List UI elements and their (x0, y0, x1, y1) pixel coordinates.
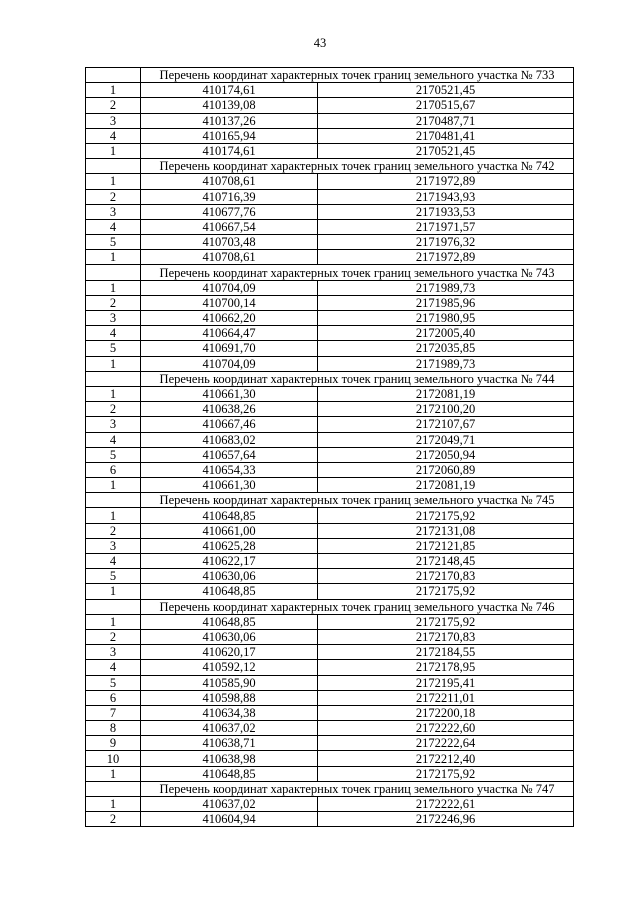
point-number-cell: 5 (86, 341, 141, 356)
table-row (86, 614, 574, 629)
table-row (86, 128, 574, 143)
section-header-blank-cell (86, 493, 141, 508)
section-header-row (86, 371, 574, 386)
table-row (86, 311, 574, 326)
point-number-cell: 10 (86, 751, 141, 766)
point-number-cell: 5 (86, 235, 141, 250)
x-coordinate-cell: 410174,61 (141, 83, 318, 98)
x-coordinate-cell: 410667,54 (141, 219, 318, 234)
section-title: Перечень координат характерных точек границ земельного участка № 747 (141, 781, 574, 796)
y-coordinate-cell: 2172212,40 (318, 751, 574, 766)
y-coordinate-cell: 2172131,08 (318, 523, 574, 538)
point-number-cell: 1 (86, 478, 141, 493)
page-number: 43 (313, 36, 327, 50)
point-number-cell: 1 (86, 584, 141, 599)
x-coordinate-cell: 410662,20 (141, 311, 318, 326)
point-number-cell: 1 (86, 83, 141, 98)
y-coordinate-cell: 2172184,55 (318, 645, 574, 660)
y-coordinate-cell: 2172170,83 (318, 569, 574, 584)
table-row (86, 766, 574, 781)
y-coordinate-cell: 2172081,19 (318, 386, 574, 401)
table-row (86, 554, 574, 569)
x-coordinate-cell: 410708,61 (141, 174, 318, 189)
x-coordinate-cell: 410165,94 (141, 128, 318, 143)
table-row (86, 174, 574, 189)
x-coordinate-cell: 410598,88 (141, 690, 318, 705)
y-coordinate-cell: 2170521,45 (318, 143, 574, 158)
y-coordinate-cell: 2171989,73 (318, 280, 574, 295)
y-coordinate-cell: 2171980,95 (318, 311, 574, 326)
y-coordinate-cell: 2171972,89 (318, 174, 574, 189)
table-row (86, 797, 574, 812)
y-coordinate-cell: 2170515,67 (318, 98, 574, 113)
table-row (86, 432, 574, 447)
table-row (86, 462, 574, 477)
y-coordinate-cell: 2172211,01 (318, 690, 574, 705)
x-coordinate-cell: 410667,46 (141, 417, 318, 432)
table-row (86, 98, 574, 113)
section-header-blank-cell (86, 371, 141, 386)
point-number-cell: 2 (86, 295, 141, 310)
x-coordinate-cell: 410700,14 (141, 295, 318, 310)
x-coordinate-cell: 410620,17 (141, 645, 318, 660)
table-row (86, 143, 574, 158)
section-header-row (86, 599, 574, 614)
x-coordinate-cell: 410661,30 (141, 478, 318, 493)
point-number-cell: 1 (86, 143, 141, 158)
point-number-cell: 1 (86, 280, 141, 295)
point-number-cell: 1 (86, 508, 141, 523)
y-coordinate-cell: 2172170,83 (318, 629, 574, 644)
x-coordinate-cell: 410703,48 (141, 235, 318, 250)
table-row (86, 508, 574, 523)
y-coordinate-cell: 2172246,96 (318, 812, 574, 827)
x-coordinate-cell: 410638,98 (141, 751, 318, 766)
table-row (86, 326, 574, 341)
table-row (86, 705, 574, 720)
y-coordinate-cell: 2170487,71 (318, 113, 574, 128)
x-coordinate-cell: 410622,17 (141, 554, 318, 569)
table-row (86, 447, 574, 462)
y-coordinate-cell: 2172148,45 (318, 554, 574, 569)
table-row (86, 250, 574, 265)
point-number-cell: 2 (86, 402, 141, 417)
point-number-cell: 4 (86, 326, 141, 341)
y-coordinate-cell: 2172175,92 (318, 584, 574, 599)
table-row (86, 280, 574, 295)
coordinates-table-body (86, 68, 574, 827)
x-coordinate-cell: 410683,02 (141, 432, 318, 447)
x-coordinate-cell: 410637,02 (141, 797, 318, 812)
y-coordinate-cell: 2171989,73 (318, 356, 574, 371)
y-coordinate-cell: 2172222,61 (318, 797, 574, 812)
point-number-cell: 1 (86, 766, 141, 781)
y-coordinate-cell: 2170521,45 (318, 83, 574, 98)
y-coordinate-cell: 2171933,53 (318, 204, 574, 219)
section-title: Перечень координат характерных точек границ земельного участка № 745 (141, 493, 574, 508)
point-number-cell: 1 (86, 356, 141, 371)
y-coordinate-cell: 2172175,92 (318, 508, 574, 523)
table-row (86, 812, 574, 827)
x-coordinate-cell: 410604,94 (141, 812, 318, 827)
y-coordinate-cell: 2170481,41 (318, 128, 574, 143)
table-row (86, 113, 574, 128)
x-coordinate-cell: 410174,61 (141, 143, 318, 158)
x-coordinate-cell: 410677,76 (141, 204, 318, 219)
y-coordinate-cell: 2172222,60 (318, 721, 574, 736)
y-coordinate-cell: 2172175,92 (318, 614, 574, 629)
point-number-cell: 7 (86, 705, 141, 720)
table-row (86, 402, 574, 417)
x-coordinate-cell: 410704,09 (141, 356, 318, 371)
point-number-cell: 2 (86, 812, 141, 827)
section-title: Перечень координат характерных точек границ земельного участка № 743 (141, 265, 574, 280)
x-coordinate-cell: 410630,06 (141, 629, 318, 644)
y-coordinate-cell: 2172100,20 (318, 402, 574, 417)
section-title: Перечень координат характерных точек границ земельного участка № 746 (141, 599, 574, 614)
x-coordinate-cell: 410691,70 (141, 341, 318, 356)
point-number-cell: 2 (86, 523, 141, 538)
y-coordinate-cell: 2172200,18 (318, 705, 574, 720)
x-coordinate-cell: 410648,85 (141, 584, 318, 599)
table-row (86, 538, 574, 553)
point-number-cell: 1 (86, 250, 141, 265)
x-coordinate-cell: 410630,06 (141, 569, 318, 584)
table-row (86, 341, 574, 356)
y-coordinate-cell: 2172081,19 (318, 478, 574, 493)
table-row (86, 569, 574, 584)
table-row (86, 751, 574, 766)
y-coordinate-cell: 2172178,95 (318, 660, 574, 675)
point-number-cell: 6 (86, 462, 141, 477)
table-row (86, 690, 574, 705)
table-row (86, 645, 574, 660)
table-row (86, 204, 574, 219)
x-coordinate-cell: 410654,33 (141, 462, 318, 477)
table-row (86, 235, 574, 250)
point-number-cell: 5 (86, 569, 141, 584)
x-coordinate-cell: 410661,00 (141, 523, 318, 538)
point-number-cell: 2 (86, 98, 141, 113)
table-row (86, 386, 574, 401)
y-coordinate-cell: 2171976,32 (318, 235, 574, 250)
y-coordinate-cell: 2172060,89 (318, 462, 574, 477)
point-number-cell: 8 (86, 721, 141, 736)
point-number-cell: 1 (86, 174, 141, 189)
point-number-cell: 5 (86, 447, 141, 462)
x-coordinate-cell: 410625,28 (141, 538, 318, 553)
x-coordinate-cell: 410708,61 (141, 250, 318, 265)
table-row (86, 189, 574, 204)
x-coordinate-cell: 410592,12 (141, 660, 318, 675)
section-header-blank-cell (86, 265, 141, 280)
point-number-cell: 3 (86, 311, 141, 326)
point-number-cell: 4 (86, 554, 141, 569)
table-row (86, 660, 574, 675)
point-number-cell: 1 (86, 614, 141, 629)
point-number-cell: 9 (86, 736, 141, 751)
point-number-cell: 4 (86, 219, 141, 234)
point-number-cell: 4 (86, 128, 141, 143)
x-coordinate-cell: 410716,39 (141, 189, 318, 204)
section-header-row (86, 781, 574, 796)
table-row (86, 523, 574, 538)
table-row (86, 83, 574, 98)
point-number-cell: 1 (86, 797, 141, 812)
section-title: Перечень координат характерных точек границ земельного участка № 744 (141, 371, 574, 386)
x-coordinate-cell: 410638,26 (141, 402, 318, 417)
x-coordinate-cell: 410657,64 (141, 447, 318, 462)
section-header-blank-cell (86, 159, 141, 174)
table-row (86, 219, 574, 234)
point-number-cell: 5 (86, 675, 141, 690)
section-header-blank-cell (86, 68, 141, 83)
table-row (86, 629, 574, 644)
y-coordinate-cell: 2172222,64 (318, 736, 574, 751)
y-coordinate-cell: 2172107,67 (318, 417, 574, 432)
table-row (86, 675, 574, 690)
table-row (86, 356, 574, 371)
x-coordinate-cell: 410648,85 (141, 508, 318, 523)
point-number-cell: 3 (86, 113, 141, 128)
point-number-cell: 6 (86, 690, 141, 705)
point-number-cell: 3 (86, 417, 141, 432)
coordinates-table (85, 67, 574, 827)
x-coordinate-cell: 410638,71 (141, 736, 318, 751)
y-coordinate-cell: 2171971,57 (318, 219, 574, 234)
x-coordinate-cell: 410661,30 (141, 386, 318, 401)
x-coordinate-cell: 410664,47 (141, 326, 318, 341)
x-coordinate-cell: 410585,90 (141, 675, 318, 690)
point-number-cell: 3 (86, 204, 141, 219)
section-title: Перечень координат характерных точек границ земельного участка № 733 (141, 68, 574, 83)
table-row (86, 736, 574, 751)
section-title: Перечень координат характерных точек границ земельного участка № 742 (141, 159, 574, 174)
x-coordinate-cell: 410648,85 (141, 766, 318, 781)
x-coordinate-cell: 410648,85 (141, 614, 318, 629)
table-row (86, 584, 574, 599)
section-header-blank-cell (86, 781, 141, 796)
point-number-cell: 2 (86, 629, 141, 644)
section-header-row (86, 159, 574, 174)
x-coordinate-cell: 410634,38 (141, 705, 318, 720)
table-row (86, 478, 574, 493)
section-header-row (86, 265, 574, 280)
section-header-row (86, 68, 574, 83)
y-coordinate-cell: 2172050,94 (318, 447, 574, 462)
point-number-cell: 2 (86, 189, 141, 204)
section-header-row (86, 493, 574, 508)
point-number-cell: 3 (86, 538, 141, 553)
point-number-cell: 1 (86, 386, 141, 401)
point-number-cell: 4 (86, 432, 141, 447)
x-coordinate-cell: 410139,08 (141, 98, 318, 113)
table-row (86, 295, 574, 310)
y-coordinate-cell: 2171972,89 (318, 250, 574, 265)
x-coordinate-cell: 410704,09 (141, 280, 318, 295)
y-coordinate-cell: 2172049,71 (318, 432, 574, 447)
y-coordinate-cell: 2172005,40 (318, 326, 574, 341)
y-coordinate-cell: 2172175,92 (318, 766, 574, 781)
y-coordinate-cell: 2172035,85 (318, 341, 574, 356)
point-number-cell: 3 (86, 645, 141, 660)
point-number-cell: 4 (86, 660, 141, 675)
section-header-blank-cell (86, 599, 141, 614)
table-row (86, 417, 574, 432)
x-coordinate-cell: 410637,02 (141, 721, 318, 736)
y-coordinate-cell: 2171943,93 (318, 189, 574, 204)
y-coordinate-cell: 2172121,85 (318, 538, 574, 553)
x-coordinate-cell: 410137,26 (141, 113, 318, 128)
y-coordinate-cell: 2172195,41 (318, 675, 574, 690)
y-coordinate-cell: 2171985,96 (318, 295, 574, 310)
table-row (86, 721, 574, 736)
